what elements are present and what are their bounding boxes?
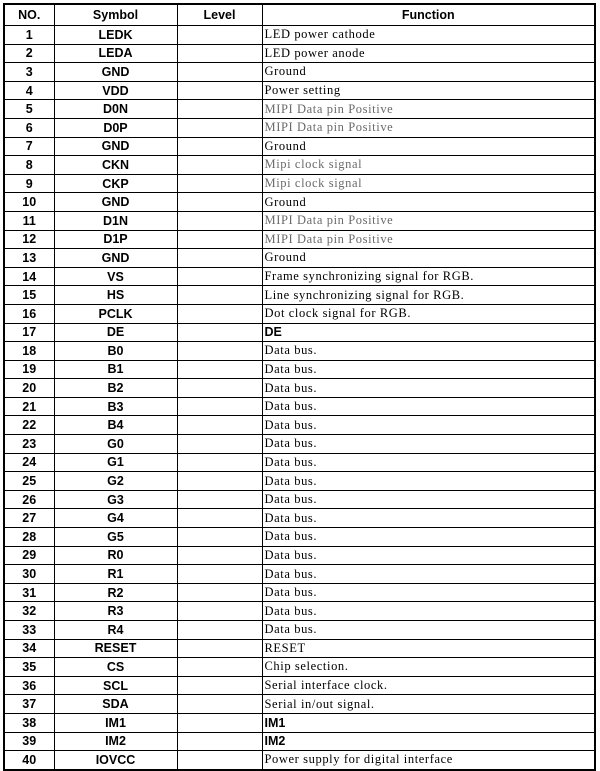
pin-level	[177, 230, 262, 249]
pin-level	[177, 44, 262, 63]
table-row	[4, 676, 595, 695]
pin-symbol: G5	[54, 528, 177, 547]
pin-symbol: SDA	[54, 695, 177, 714]
pin-function: Data bus.	[262, 416, 595, 435]
pin-function: Mipi clock signal	[262, 174, 595, 193]
pin-number: 29	[4, 546, 54, 565]
pin-symbol: G4	[54, 509, 177, 528]
table-row	[4, 528, 595, 547]
table-row	[4, 100, 595, 119]
pin-function: Data bus.	[262, 379, 595, 398]
pin-number: 9	[4, 174, 54, 193]
pin-function: MIPI Data pin Positive	[262, 100, 595, 119]
pin-level	[177, 621, 262, 640]
pin-function: LED power cathode	[262, 26, 595, 45]
pin-level	[177, 81, 262, 100]
table-row	[4, 583, 595, 602]
pin-number: 32	[4, 602, 54, 621]
table-row	[4, 546, 595, 565]
pin-level	[177, 732, 262, 751]
pin-function: Ground	[262, 63, 595, 82]
pin-level	[177, 453, 262, 472]
pin-number: 8	[4, 156, 54, 175]
pin-symbol: D0N	[54, 100, 177, 119]
pin-function: Data bus.	[262, 565, 595, 584]
pin-function: Serial in/out signal.	[262, 695, 595, 714]
table-row	[4, 211, 595, 230]
pin-number: 11	[4, 211, 54, 230]
pin-number: 40	[4, 751, 54, 770]
pin-function: Data bus.	[262, 528, 595, 547]
pin-number: 23	[4, 435, 54, 454]
pin-symbol: R1	[54, 565, 177, 584]
pin-symbol: CS	[54, 658, 177, 677]
table-row	[4, 360, 595, 379]
table-row	[4, 416, 595, 435]
pin-number: 22	[4, 416, 54, 435]
table-row	[4, 44, 595, 63]
pin-symbol: B0	[54, 342, 177, 361]
pin-number: 16	[4, 304, 54, 323]
pin-number: 15	[4, 286, 54, 305]
pin-level	[177, 100, 262, 119]
pin-number: 20	[4, 379, 54, 398]
pin-symbol: RESET	[54, 639, 177, 658]
pin-function: Ground	[262, 249, 595, 268]
pin-function: Line synchronizing signal for RGB.	[262, 286, 595, 305]
table-row	[4, 565, 595, 584]
pin-number: 38	[4, 713, 54, 732]
table-row	[4, 342, 595, 361]
pin-number: 4	[4, 81, 54, 100]
pin-function: Data bus.	[262, 490, 595, 509]
pin-level	[177, 416, 262, 435]
pin-level	[177, 528, 262, 547]
pin-function: Ground	[262, 137, 595, 156]
pin-level	[177, 676, 262, 695]
pin-symbol: B1	[54, 360, 177, 379]
pin-symbol: GND	[54, 63, 177, 82]
pin-function: MIPI Data pin Positive	[262, 211, 595, 230]
pin-symbol: GND	[54, 193, 177, 212]
pin-number: 12	[4, 230, 54, 249]
pin-level	[177, 490, 262, 509]
pin-function: Data bus.	[262, 453, 595, 472]
pin-number: 7	[4, 137, 54, 156]
table-row	[4, 26, 595, 45]
pin-number: 27	[4, 509, 54, 528]
pin-level	[177, 342, 262, 361]
pin-function: Power supply for digital interface	[262, 751, 595, 770]
pin-number: 17	[4, 323, 54, 342]
pin-function: Data bus.	[262, 472, 595, 491]
pin-level	[177, 174, 262, 193]
pin-function: RESET	[262, 639, 595, 658]
pin-level	[177, 193, 262, 212]
pin-number: 2	[4, 44, 54, 63]
pin-symbol: GND	[54, 137, 177, 156]
pin-symbol: B4	[54, 416, 177, 435]
pin-level	[177, 509, 262, 528]
table-row	[4, 193, 595, 212]
pin-assignment-sheet	[3, 3, 594, 765]
header-row	[4, 4, 595, 26]
table-header	[4, 4, 595, 26]
pin-symbol: R3	[54, 602, 177, 621]
pin-number: 5	[4, 100, 54, 119]
pin-function: Serial interface clock.	[262, 676, 595, 695]
header-function: Function	[262, 4, 595, 26]
pin-symbol: B2	[54, 379, 177, 398]
table-row	[4, 286, 595, 305]
table-row	[4, 304, 595, 323]
pin-symbol: G1	[54, 453, 177, 472]
pin-number: 10	[4, 193, 54, 212]
pin-function: LED power anode	[262, 44, 595, 63]
pin-function: Frame synchronizing signal for RGB.	[262, 267, 595, 286]
pin-symbol: DE	[54, 323, 177, 342]
pin-level	[177, 602, 262, 621]
pin-number: 6	[4, 118, 54, 137]
pin-level	[177, 267, 262, 286]
table-row	[4, 379, 595, 398]
pin-level	[177, 751, 262, 770]
pin-number: 13	[4, 249, 54, 268]
pin-level	[177, 695, 262, 714]
pin-function: Dot clock signal for RGB.	[262, 304, 595, 323]
pin-symbol: D1P	[54, 230, 177, 249]
pin-function: MIPI Data pin Positive	[262, 118, 595, 137]
pin-level	[177, 583, 262, 602]
pin-number: 24	[4, 453, 54, 472]
pin-symbol: VS	[54, 267, 177, 286]
pin-symbol: G0	[54, 435, 177, 454]
pin-level	[177, 286, 262, 305]
pin-symbol: PCLK	[54, 304, 177, 323]
pin-level	[177, 304, 262, 323]
pin-function: Data bus.	[262, 583, 595, 602]
pin-function: Ground	[262, 193, 595, 212]
pin-symbol: LEDK	[54, 26, 177, 45]
pin-number: 19	[4, 360, 54, 379]
pin-symbol: D1N	[54, 211, 177, 230]
pin-symbol: SCL	[54, 676, 177, 695]
pin-level	[177, 249, 262, 268]
pin-symbol: R0	[54, 546, 177, 565]
table-row	[4, 156, 595, 175]
table-row	[4, 63, 595, 82]
pin-number: 30	[4, 565, 54, 584]
pin-level	[177, 472, 262, 491]
pin-level	[177, 156, 262, 175]
pin-number: 39	[4, 732, 54, 751]
pin-symbol: D0P	[54, 118, 177, 137]
table-row	[4, 490, 595, 509]
pin-level	[177, 435, 262, 454]
table-row	[4, 472, 595, 491]
pin-number: 28	[4, 528, 54, 547]
pin-level	[177, 565, 262, 584]
table-row	[4, 695, 595, 714]
table-row	[4, 174, 595, 193]
pin-level	[177, 546, 262, 565]
header-no: NO.	[4, 4, 54, 26]
table-row	[4, 713, 595, 732]
pin-number: 18	[4, 342, 54, 361]
pin-number: 25	[4, 472, 54, 491]
pin-function: Power setting	[262, 81, 595, 100]
pin-level	[177, 118, 262, 137]
table-row	[4, 118, 595, 137]
pin-symbol: G3	[54, 490, 177, 509]
pin-symbol: IOVCC	[54, 751, 177, 770]
table-row	[4, 249, 595, 268]
pin-number: 21	[4, 397, 54, 416]
pin-symbol: CKN	[54, 156, 177, 175]
pin-function: Mipi clock signal	[262, 156, 595, 175]
pin-symbol: IM2	[54, 732, 177, 751]
pin-number: 33	[4, 621, 54, 640]
pin-number: 26	[4, 490, 54, 509]
pin-number: 36	[4, 676, 54, 695]
table-row	[4, 81, 595, 100]
pin-level	[177, 26, 262, 45]
pin-level	[177, 379, 262, 398]
pin-function: MIPI Data pin Positive	[262, 230, 595, 249]
pin-number: 37	[4, 695, 54, 714]
pin-symbol: IM1	[54, 713, 177, 732]
table-row	[4, 658, 595, 677]
pin-symbol: G2	[54, 472, 177, 491]
pin-level	[177, 639, 262, 658]
table-row	[4, 453, 595, 472]
table-row	[4, 639, 595, 658]
pin-assignment-table	[3, 3, 596, 771]
pin-function: Data bus.	[262, 360, 595, 379]
pin-function: Data bus.	[262, 621, 595, 640]
pin-function: Data bus.	[262, 435, 595, 454]
table-row	[4, 230, 595, 249]
table-row	[4, 509, 595, 528]
pin-number: 31	[4, 583, 54, 602]
pin-number: 14	[4, 267, 54, 286]
table-row	[4, 397, 595, 416]
pin-level	[177, 137, 262, 156]
pin-number: 1	[4, 26, 54, 45]
pin-function: Data bus.	[262, 602, 595, 621]
pin-level	[177, 658, 262, 677]
pin-number: 3	[4, 63, 54, 82]
header-symbol: Symbol	[54, 4, 177, 26]
table-row	[4, 323, 595, 342]
table-row	[4, 732, 595, 751]
pin-function: Data bus.	[262, 342, 595, 361]
pin-level	[177, 713, 262, 732]
table-row	[4, 751, 595, 770]
pin-level	[177, 211, 262, 230]
pin-symbol: B3	[54, 397, 177, 416]
pin-level	[177, 323, 262, 342]
pin-number: 35	[4, 658, 54, 677]
pin-symbol: VDD	[54, 81, 177, 100]
pin-number: 34	[4, 639, 54, 658]
pin-symbol: GND	[54, 249, 177, 268]
table-row	[4, 602, 595, 621]
pin-function: DE	[262, 323, 595, 342]
pin-function: IM2	[262, 732, 595, 751]
header-level: Level	[177, 4, 262, 26]
pin-symbol: CKP	[54, 174, 177, 193]
pin-level	[177, 397, 262, 416]
table-row	[4, 435, 595, 454]
pin-function: Chip selection.	[262, 658, 595, 677]
pin-function: IM1	[262, 713, 595, 732]
pin-function: Data bus.	[262, 397, 595, 416]
table-row	[4, 621, 595, 640]
pin-symbol: R4	[54, 621, 177, 640]
pin-function: Data bus.	[262, 546, 595, 565]
table-row	[4, 267, 595, 286]
pin-symbol: HS	[54, 286, 177, 305]
pin-function: Data bus.	[262, 509, 595, 528]
pin-symbol: R2	[54, 583, 177, 602]
table-body	[4, 26, 595, 770]
pin-level	[177, 360, 262, 379]
pin-level	[177, 63, 262, 82]
pin-symbol: LEDA	[54, 44, 177, 63]
table-row	[4, 137, 595, 156]
